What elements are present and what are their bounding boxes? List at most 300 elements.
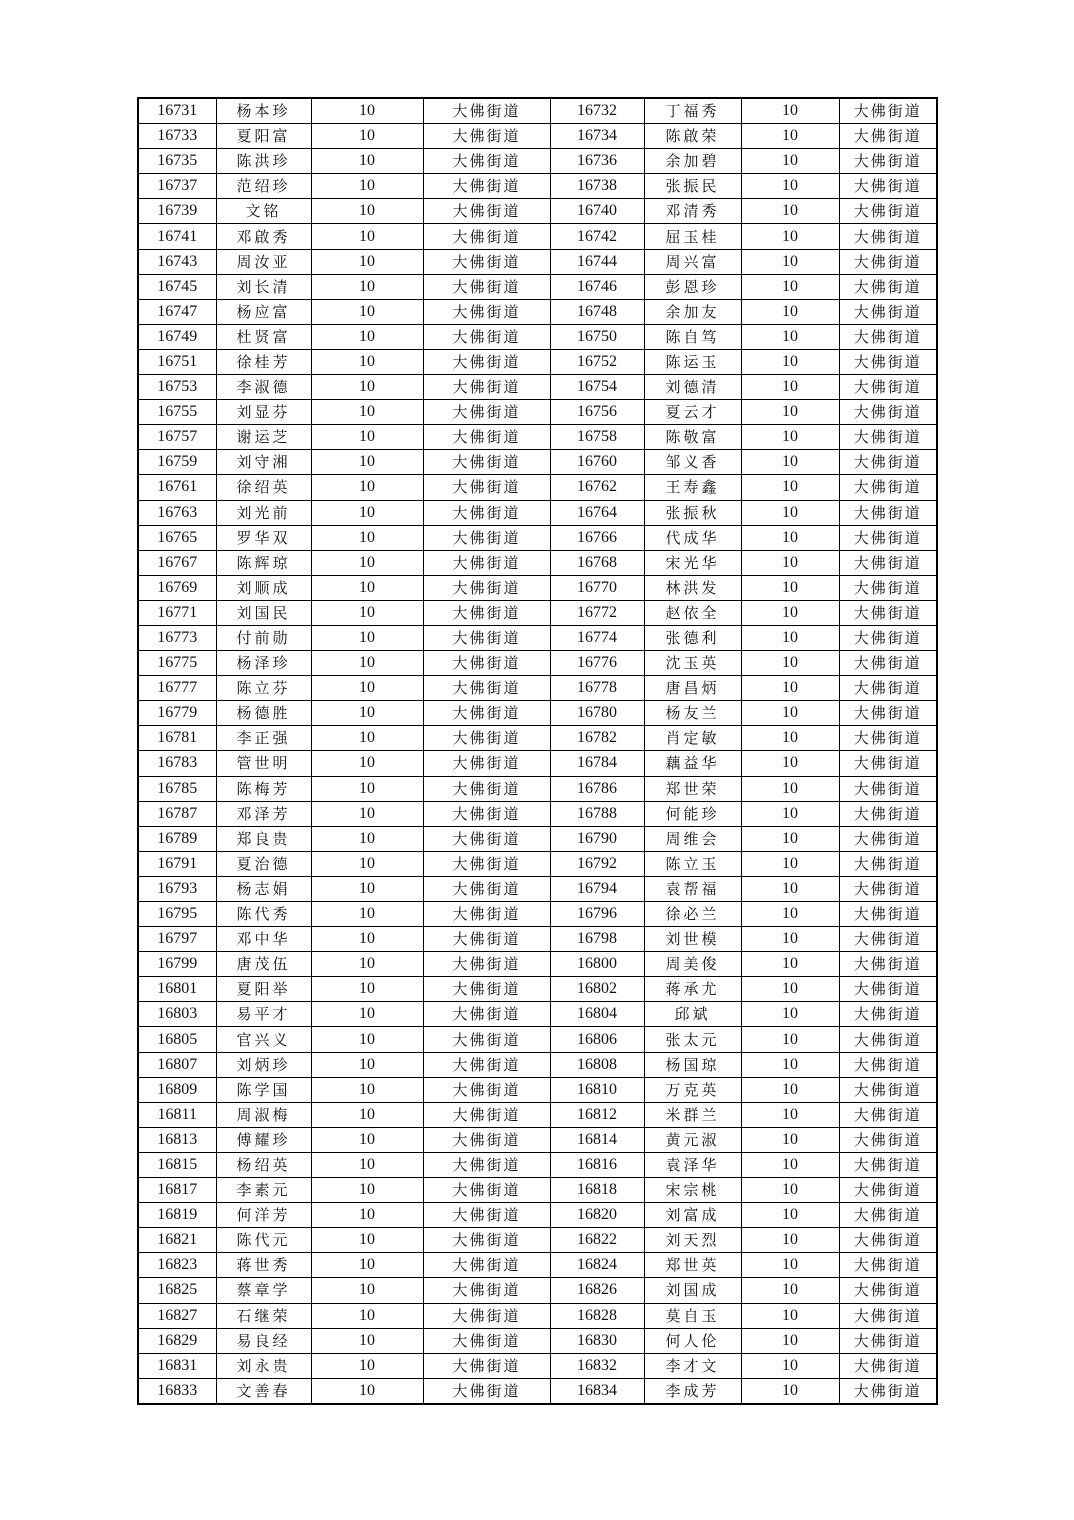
left-street-cell: 大佛街道 bbox=[423, 525, 550, 550]
right-serial-number-cell: 16754 bbox=[550, 375, 644, 400]
table-row bbox=[138, 776, 937, 801]
left-name-cell: 管世明 bbox=[216, 751, 311, 776]
left-serial-number-cell: 16799 bbox=[138, 952, 216, 977]
recipient-table bbox=[137, 97, 938, 1405]
right-street-cell: 大佛街道 bbox=[839, 876, 937, 901]
table-row bbox=[138, 927, 937, 952]
left-amount-cell: 10 bbox=[311, 826, 423, 851]
right-amount-cell: 10 bbox=[741, 600, 839, 625]
right-street-cell: 大佛街道 bbox=[839, 550, 937, 575]
table-row bbox=[138, 400, 937, 425]
right-name-cell: 陈运玉 bbox=[644, 349, 741, 374]
left-amount-cell: 10 bbox=[311, 927, 423, 952]
right-amount-cell: 10 bbox=[741, 550, 839, 575]
table-row bbox=[138, 1378, 937, 1404]
left-amount-cell: 10 bbox=[311, 977, 423, 1002]
right-amount-cell: 10 bbox=[741, 1102, 839, 1127]
right-name-cell: 张太元 bbox=[644, 1027, 741, 1052]
right-name-cell: 周维会 bbox=[644, 826, 741, 851]
left-serial-number-cell: 16783 bbox=[138, 751, 216, 776]
table-row bbox=[138, 826, 937, 851]
left-name-cell: 刘国民 bbox=[216, 600, 311, 625]
right-serial-number-cell: 16796 bbox=[550, 902, 644, 927]
left-street-cell: 大佛街道 bbox=[423, 1278, 550, 1303]
right-street-cell: 大佛街道 bbox=[839, 1228, 937, 1253]
right-amount-cell: 10 bbox=[741, 425, 839, 450]
table-row bbox=[138, 224, 937, 249]
right-street-cell: 大佛街道 bbox=[839, 1278, 937, 1303]
left-street-cell: 大佛街道 bbox=[423, 927, 550, 952]
table-row bbox=[138, 1178, 937, 1203]
right-name-cell: 米群兰 bbox=[644, 1102, 741, 1127]
left-street-cell: 大佛街道 bbox=[423, 249, 550, 274]
right-amount-cell: 10 bbox=[741, 324, 839, 349]
left-name-cell: 陈洪珍 bbox=[216, 149, 311, 174]
right-name-cell: 刘天烈 bbox=[644, 1228, 741, 1253]
right-amount-cell: 10 bbox=[741, 450, 839, 475]
left-street-cell: 大佛街道 bbox=[423, 224, 550, 249]
left-street-cell: 大佛街道 bbox=[423, 174, 550, 199]
right-street-cell: 大佛街道 bbox=[839, 851, 937, 876]
left-street-cell: 大佛街道 bbox=[423, 1203, 550, 1228]
right-serial-number-cell: 16804 bbox=[550, 1002, 644, 1027]
right-serial-number-cell: 16778 bbox=[550, 676, 644, 701]
left-name-cell: 范绍珍 bbox=[216, 174, 311, 199]
right-name-cell: 李成芳 bbox=[644, 1378, 741, 1404]
right-street-cell: 大佛街道 bbox=[839, 299, 937, 324]
right-name-cell: 莫自玉 bbox=[644, 1303, 741, 1328]
left-street-cell: 大佛街道 bbox=[423, 625, 550, 650]
left-street-cell: 大佛街道 bbox=[423, 149, 550, 174]
right-amount-cell: 10 bbox=[741, 1353, 839, 1378]
table-row bbox=[138, 1228, 937, 1253]
left-amount-cell: 10 bbox=[311, 249, 423, 274]
right-serial-number-cell: 16802 bbox=[550, 977, 644, 1002]
right-street-cell: 大佛街道 bbox=[839, 475, 937, 500]
right-amount-cell: 10 bbox=[741, 575, 839, 600]
left-street-cell: 大佛街道 bbox=[423, 1152, 550, 1177]
left-name-cell: 陈代元 bbox=[216, 1228, 311, 1253]
right-amount-cell: 10 bbox=[741, 149, 839, 174]
left-serial-number-cell: 16779 bbox=[138, 701, 216, 726]
right-name-cell: 刘国成 bbox=[644, 1278, 741, 1303]
left-amount-cell: 10 bbox=[311, 952, 423, 977]
right-name-cell: 郑世英 bbox=[644, 1253, 741, 1278]
left-street-cell: 大佛街道 bbox=[423, 425, 550, 450]
right-name-cell: 邱斌 bbox=[644, 1002, 741, 1027]
right-amount-cell: 10 bbox=[741, 1077, 839, 1102]
right-name-cell: 周美俊 bbox=[644, 952, 741, 977]
right-street-cell: 大佛街道 bbox=[839, 1002, 937, 1027]
right-amount-cell: 10 bbox=[741, 776, 839, 801]
left-street-cell: 大佛街道 bbox=[423, 324, 550, 349]
right-street-cell: 大佛街道 bbox=[839, 224, 937, 249]
left-amount-cell: 10 bbox=[311, 450, 423, 475]
table-row bbox=[138, 550, 937, 575]
left-street-cell: 大佛街道 bbox=[423, 1027, 550, 1052]
left-name-cell: 陈立芬 bbox=[216, 676, 311, 701]
table-row bbox=[138, 1203, 937, 1228]
table-row bbox=[138, 902, 937, 927]
left-street-cell: 大佛街道 bbox=[423, 550, 550, 575]
right-serial-number-cell: 16742 bbox=[550, 224, 644, 249]
left-street-cell: 大佛街道 bbox=[423, 676, 550, 701]
right-street-cell: 大佛街道 bbox=[839, 1253, 937, 1278]
left-serial-number-cell: 16763 bbox=[138, 500, 216, 525]
table-row bbox=[138, 1278, 937, 1303]
left-serial-number-cell: 16833 bbox=[138, 1378, 216, 1404]
left-name-cell: 李淑德 bbox=[216, 375, 311, 400]
right-name-cell: 周兴富 bbox=[644, 249, 741, 274]
left-serial-number-cell: 16825 bbox=[138, 1278, 216, 1303]
right-name-cell: 张德利 bbox=[644, 625, 741, 650]
left-amount-cell: 10 bbox=[311, 1077, 423, 1102]
left-amount-cell: 10 bbox=[311, 1002, 423, 1027]
left-amount-cell: 10 bbox=[311, 1278, 423, 1303]
right-amount-cell: 10 bbox=[741, 1203, 839, 1228]
right-name-cell: 屈玉桂 bbox=[644, 224, 741, 249]
right-street-cell: 大佛街道 bbox=[839, 1203, 937, 1228]
right-street-cell: 大佛街道 bbox=[839, 98, 937, 124]
left-street-cell: 大佛街道 bbox=[423, 776, 550, 801]
right-street-cell: 大佛街道 bbox=[839, 726, 937, 751]
left-name-cell: 邓泽芳 bbox=[216, 801, 311, 826]
right-name-cell: 邓清秀 bbox=[644, 199, 741, 224]
left-amount-cell: 10 bbox=[311, 676, 423, 701]
right-street-cell: 大佛街道 bbox=[839, 124, 937, 149]
left-serial-number-cell: 16733 bbox=[138, 124, 216, 149]
right-street-cell: 大佛街道 bbox=[839, 425, 937, 450]
right-serial-number-cell: 16758 bbox=[550, 425, 644, 450]
right-serial-number-cell: 16762 bbox=[550, 475, 644, 500]
table-row bbox=[138, 676, 937, 701]
left-street-cell: 大佛街道 bbox=[423, 199, 550, 224]
left-name-cell: 杨德胜 bbox=[216, 701, 311, 726]
right-serial-number-cell: 16736 bbox=[550, 149, 644, 174]
right-amount-cell: 10 bbox=[741, 952, 839, 977]
right-amount-cell: 10 bbox=[741, 902, 839, 927]
right-serial-number-cell: 16824 bbox=[550, 1253, 644, 1278]
left-serial-number-cell: 16831 bbox=[138, 1353, 216, 1378]
table-row bbox=[138, 124, 937, 149]
right-street-cell: 大佛街道 bbox=[839, 776, 937, 801]
left-street-cell: 大佛街道 bbox=[423, 851, 550, 876]
left-name-cell: 陈学国 bbox=[216, 1077, 311, 1102]
right-serial-number-cell: 16760 bbox=[550, 450, 644, 475]
left-amount-cell: 10 bbox=[311, 375, 423, 400]
left-serial-number-cell: 16789 bbox=[138, 826, 216, 851]
left-street-cell: 大佛街道 bbox=[423, 1353, 550, 1378]
right-amount-cell: 10 bbox=[741, 525, 839, 550]
left-serial-number-cell: 16771 bbox=[138, 600, 216, 625]
left-street-cell: 大佛街道 bbox=[423, 876, 550, 901]
left-serial-number-cell: 16797 bbox=[138, 927, 216, 952]
right-name-cell: 万克英 bbox=[644, 1077, 741, 1102]
right-serial-number-cell: 16744 bbox=[550, 249, 644, 274]
left-street-cell: 大佛街道 bbox=[423, 500, 550, 525]
left-name-cell: 蔡章学 bbox=[216, 1278, 311, 1303]
right-name-cell: 林洪发 bbox=[644, 575, 741, 600]
left-amount-cell: 10 bbox=[311, 776, 423, 801]
left-serial-number-cell: 16785 bbox=[138, 776, 216, 801]
left-amount-cell: 10 bbox=[311, 1178, 423, 1203]
left-serial-number-cell: 16815 bbox=[138, 1152, 216, 1177]
left-amount-cell: 10 bbox=[311, 174, 423, 199]
right-amount-cell: 10 bbox=[741, 726, 839, 751]
left-name-cell: 刘顺成 bbox=[216, 575, 311, 600]
left-serial-number-cell: 16745 bbox=[138, 274, 216, 299]
left-amount-cell: 10 bbox=[311, 98, 423, 124]
right-street-cell: 大佛街道 bbox=[839, 1127, 937, 1152]
right-name-cell: 肖定敏 bbox=[644, 726, 741, 751]
table-row bbox=[138, 952, 937, 977]
right-serial-number-cell: 16734 bbox=[550, 124, 644, 149]
table-row bbox=[138, 1002, 937, 1027]
right-street-cell: 大佛街道 bbox=[839, 400, 937, 425]
left-serial-number-cell: 16753 bbox=[138, 375, 216, 400]
left-street-cell: 大佛街道 bbox=[423, 274, 550, 299]
right-serial-number-cell: 16818 bbox=[550, 1178, 644, 1203]
left-serial-number-cell: 16741 bbox=[138, 224, 216, 249]
right-name-cell: 余加碧 bbox=[644, 149, 741, 174]
right-serial-number-cell: 16780 bbox=[550, 701, 644, 726]
right-amount-cell: 10 bbox=[741, 751, 839, 776]
right-amount-cell: 10 bbox=[741, 98, 839, 124]
right-street-cell: 大佛街道 bbox=[839, 1152, 937, 1177]
left-name-cell: 罗华双 bbox=[216, 525, 311, 550]
right-street-cell: 大佛街道 bbox=[839, 1102, 937, 1127]
right-street-cell: 大佛街道 bbox=[839, 902, 937, 927]
right-name-cell: 刘世模 bbox=[644, 927, 741, 952]
left-serial-number-cell: 16775 bbox=[138, 651, 216, 676]
right-street-cell: 大佛街道 bbox=[839, 952, 937, 977]
right-amount-cell: 10 bbox=[741, 876, 839, 901]
table-row bbox=[138, 1077, 937, 1102]
left-name-cell: 李素元 bbox=[216, 1178, 311, 1203]
left-amount-cell: 10 bbox=[311, 876, 423, 901]
right-amount-cell: 10 bbox=[741, 826, 839, 851]
right-name-cell: 陈敬富 bbox=[644, 425, 741, 450]
right-amount-cell: 10 bbox=[741, 400, 839, 425]
right-serial-number-cell: 16732 bbox=[550, 98, 644, 124]
right-street-cell: 大佛街道 bbox=[839, 375, 937, 400]
table-row bbox=[138, 1353, 937, 1378]
right-name-cell: 杨友兰 bbox=[644, 701, 741, 726]
table-row bbox=[138, 349, 937, 374]
left-name-cell: 夏治德 bbox=[216, 851, 311, 876]
left-amount-cell: 10 bbox=[311, 1152, 423, 1177]
right-name-cell: 徐必兰 bbox=[644, 902, 741, 927]
right-street-cell: 大佛街道 bbox=[839, 1328, 937, 1353]
table-row bbox=[138, 600, 937, 625]
left-serial-number-cell: 16813 bbox=[138, 1127, 216, 1152]
table-row bbox=[138, 324, 937, 349]
right-serial-number-cell: 16790 bbox=[550, 826, 644, 851]
table-row bbox=[138, 801, 937, 826]
left-amount-cell: 10 bbox=[311, 1052, 423, 1077]
right-street-cell: 大佛街道 bbox=[839, 600, 937, 625]
left-amount-cell: 10 bbox=[311, 550, 423, 575]
left-name-cell: 杨绍英 bbox=[216, 1152, 311, 1177]
right-amount-cell: 10 bbox=[741, 1328, 839, 1353]
right-serial-number-cell: 16820 bbox=[550, 1203, 644, 1228]
table-row bbox=[138, 375, 937, 400]
right-name-cell: 代成华 bbox=[644, 525, 741, 550]
right-street-cell: 大佛街道 bbox=[839, 625, 937, 650]
left-name-cell: 周淑梅 bbox=[216, 1102, 311, 1127]
left-amount-cell: 10 bbox=[311, 1328, 423, 1353]
table-row bbox=[138, 174, 937, 199]
right-amount-cell: 10 bbox=[741, 124, 839, 149]
right-serial-number-cell: 16766 bbox=[550, 525, 644, 550]
table-row bbox=[138, 525, 937, 550]
right-street-cell: 大佛街道 bbox=[839, 826, 937, 851]
left-street-cell: 大佛街道 bbox=[423, 1002, 550, 1027]
right-amount-cell: 10 bbox=[741, 625, 839, 650]
left-name-cell: 文善春 bbox=[216, 1378, 311, 1404]
right-street-cell: 大佛街道 bbox=[839, 274, 937, 299]
table-row bbox=[138, 149, 937, 174]
right-amount-cell: 10 bbox=[741, 1278, 839, 1303]
right-name-cell: 张振民 bbox=[644, 174, 741, 199]
left-serial-number-cell: 16829 bbox=[138, 1328, 216, 1353]
left-street-cell: 大佛街道 bbox=[423, 349, 550, 374]
left-name-cell: 陈辉琼 bbox=[216, 550, 311, 575]
right-name-cell: 刘德清 bbox=[644, 375, 741, 400]
right-street-cell: 大佛街道 bbox=[839, 1303, 937, 1328]
left-name-cell: 蒋世秀 bbox=[216, 1253, 311, 1278]
left-street-cell: 大佛街道 bbox=[423, 600, 550, 625]
left-serial-number-cell: 16739 bbox=[138, 199, 216, 224]
left-name-cell: 杨志娟 bbox=[216, 876, 311, 901]
left-street-cell: 大佛街道 bbox=[423, 124, 550, 149]
left-amount-cell: 10 bbox=[311, 199, 423, 224]
right-name-cell: 袁泽华 bbox=[644, 1152, 741, 1177]
left-serial-number-cell: 16765 bbox=[138, 525, 216, 550]
left-name-cell: 李正强 bbox=[216, 726, 311, 751]
right-amount-cell: 10 bbox=[741, 1378, 839, 1404]
right-amount-cell: 10 bbox=[741, 977, 839, 1002]
right-serial-number-cell: 16752 bbox=[550, 349, 644, 374]
right-serial-number-cell: 16808 bbox=[550, 1052, 644, 1077]
left-name-cell: 邓中华 bbox=[216, 927, 311, 952]
right-serial-number-cell: 16770 bbox=[550, 575, 644, 600]
left-amount-cell: 10 bbox=[311, 1027, 423, 1052]
left-serial-number-cell: 16801 bbox=[138, 977, 216, 1002]
left-serial-number-cell: 16823 bbox=[138, 1253, 216, 1278]
right-name-cell: 郑世荣 bbox=[644, 776, 741, 801]
left-street-cell: 大佛街道 bbox=[423, 375, 550, 400]
left-name-cell: 傅耀珍 bbox=[216, 1127, 311, 1152]
left-name-cell: 夏阳富 bbox=[216, 124, 311, 149]
left-name-cell: 徐桂芳 bbox=[216, 349, 311, 374]
left-name-cell: 杨泽珍 bbox=[216, 651, 311, 676]
left-name-cell: 刘长清 bbox=[216, 274, 311, 299]
right-street-cell: 大佛街道 bbox=[839, 701, 937, 726]
left-amount-cell: 10 bbox=[311, 1353, 423, 1378]
left-amount-cell: 10 bbox=[311, 425, 423, 450]
right-name-cell: 陈自笃 bbox=[644, 324, 741, 349]
left-amount-cell: 10 bbox=[311, 349, 423, 374]
left-serial-number-cell: 16737 bbox=[138, 174, 216, 199]
left-serial-number-cell: 16827 bbox=[138, 1303, 216, 1328]
right-name-cell: 李才文 bbox=[644, 1353, 741, 1378]
left-amount-cell: 10 bbox=[311, 1303, 423, 1328]
right-serial-number-cell: 16814 bbox=[550, 1127, 644, 1152]
right-amount-cell: 10 bbox=[741, 701, 839, 726]
right-name-cell: 宋宗桃 bbox=[644, 1178, 741, 1203]
left-serial-number-cell: 16767 bbox=[138, 550, 216, 575]
table-row bbox=[138, 851, 937, 876]
right-amount-cell: 10 bbox=[741, 801, 839, 826]
left-serial-number-cell: 16795 bbox=[138, 902, 216, 927]
left-amount-cell: 10 bbox=[311, 475, 423, 500]
right-street-cell: 大佛街道 bbox=[839, 801, 937, 826]
right-name-cell: 蒋承尤 bbox=[644, 977, 741, 1002]
left-serial-number-cell: 16761 bbox=[138, 475, 216, 500]
left-amount-cell: 10 bbox=[311, 751, 423, 776]
left-street-cell: 大佛街道 bbox=[423, 1378, 550, 1404]
left-amount-cell: 10 bbox=[311, 651, 423, 676]
left-amount-cell: 10 bbox=[311, 902, 423, 927]
left-street-cell: 大佛街道 bbox=[423, 1127, 550, 1152]
left-amount-cell: 10 bbox=[311, 400, 423, 425]
left-amount-cell: 10 bbox=[311, 224, 423, 249]
left-serial-number-cell: 16743 bbox=[138, 249, 216, 274]
left-street-cell: 大佛街道 bbox=[423, 902, 550, 927]
right-amount-cell: 10 bbox=[741, 174, 839, 199]
left-name-cell: 刘显芬 bbox=[216, 400, 311, 425]
right-amount-cell: 10 bbox=[741, 851, 839, 876]
left-street-cell: 大佛街道 bbox=[423, 98, 550, 124]
left-amount-cell: 10 bbox=[311, 726, 423, 751]
left-name-cell: 刘守湘 bbox=[216, 450, 311, 475]
left-amount-cell: 10 bbox=[311, 1127, 423, 1152]
right-serial-number-cell: 16826 bbox=[550, 1278, 644, 1303]
right-serial-number-cell: 16738 bbox=[550, 174, 644, 199]
right-name-cell: 藕益华 bbox=[644, 751, 741, 776]
left-street-cell: 大佛街道 bbox=[423, 1102, 550, 1127]
right-amount-cell: 10 bbox=[741, 249, 839, 274]
right-name-cell: 唐昌炳 bbox=[644, 676, 741, 701]
right-amount-cell: 10 bbox=[741, 199, 839, 224]
left-serial-number-cell: 16777 bbox=[138, 676, 216, 701]
left-name-cell: 周汝亚 bbox=[216, 249, 311, 274]
right-serial-number-cell: 16782 bbox=[550, 726, 644, 751]
right-street-cell: 大佛街道 bbox=[839, 1077, 937, 1102]
left-amount-cell: 10 bbox=[311, 324, 423, 349]
left-name-cell: 邓啟秀 bbox=[216, 224, 311, 249]
table-row bbox=[138, 876, 937, 901]
right-street-cell: 大佛街道 bbox=[839, 927, 937, 952]
table-row bbox=[138, 751, 937, 776]
left-street-cell: 大佛街道 bbox=[423, 1253, 550, 1278]
right-name-cell: 何能珍 bbox=[644, 801, 741, 826]
left-name-cell: 何洋芳 bbox=[216, 1203, 311, 1228]
right-name-cell: 陈啟荣 bbox=[644, 124, 741, 149]
left-name-cell: 石继荣 bbox=[216, 1303, 311, 1328]
left-street-cell: 大佛街道 bbox=[423, 651, 550, 676]
right-street-cell: 大佛街道 bbox=[839, 676, 937, 701]
table-row bbox=[138, 425, 937, 450]
left-amount-cell: 10 bbox=[311, 124, 423, 149]
right-street-cell: 大佛街道 bbox=[839, 977, 937, 1002]
left-amount-cell: 10 bbox=[311, 801, 423, 826]
left-serial-number-cell: 16791 bbox=[138, 851, 216, 876]
left-serial-number-cell: 16731 bbox=[138, 98, 216, 124]
left-street-cell: 大佛街道 bbox=[423, 826, 550, 851]
table-row bbox=[138, 475, 937, 500]
